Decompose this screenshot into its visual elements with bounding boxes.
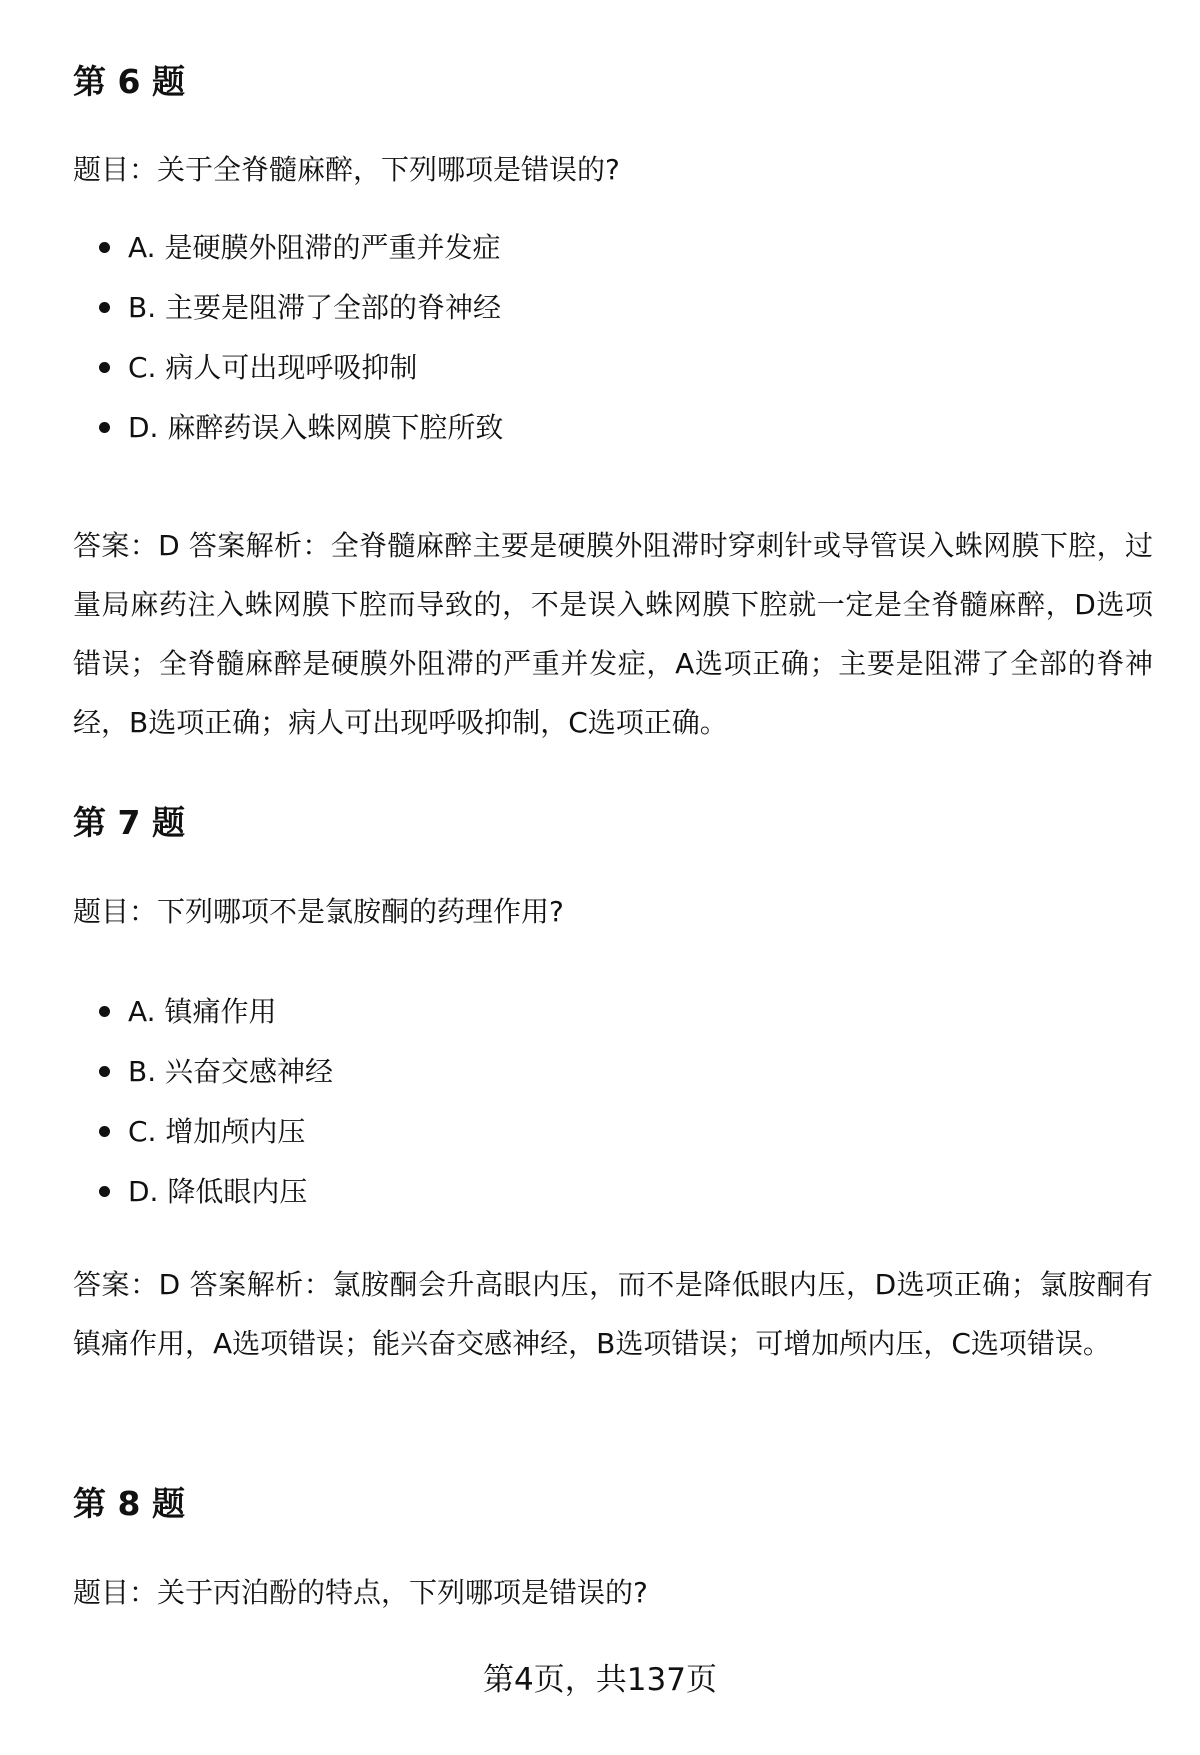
question-7-option-d [95, 1162, 333, 1222]
question-8-stem: 题目：关于丙泊酚的特点，下列哪项是错误的? [73, 1576, 648, 1609]
option-label: A. 是硬膜外阻滞的严重并发症 [128, 231, 501, 264]
option-label: C. 病人可出现呼吸抑制 [128, 351, 418, 384]
question-6-answer: 答案：D 答案解析：全脊髓麻醉主要是硬膜外阻滞时穿刺针或导管误入蛛网膜下腔，过量局麻药注入蛛网膜下腔而导致的，不是误入蛛网膜下腔就一定是全脊髓麻醉，D选项错误；全脊髓麻醉是硬膜外阻滞的严重并发症，A选项正确；主要是阻滞了全部的脊神经，B选项正确；病人可出现呼吸抑制，C选项正确。 [73, 529, 1153, 739]
option-label: D. 降低眼内压 [128, 1175, 308, 1208]
question-8-title: 第 8 题 [73, 1484, 185, 1523]
question-6-option-a [95, 218, 503, 278]
bullet-icon [99, 242, 110, 253]
question-7-option-a [95, 982, 333, 1042]
question-6-stem: 题目：关于全脊髓麻醉，下列哪项是错误的? [73, 153, 620, 186]
bullet-icon [99, 1186, 110, 1197]
bullet-icon [99, 302, 110, 313]
option-label: B. 主要是阻滞了全部的脊神经 [128, 291, 502, 324]
option-label: B. 兴奋交感神经 [128, 1055, 334, 1088]
bullet-icon [99, 1126, 110, 1137]
question-6-options [95, 218, 503, 458]
question-6-option-d [95, 398, 503, 458]
question-7-title: 第 7 题 [73, 803, 185, 842]
bullet-icon [99, 1066, 110, 1077]
question-7-answer: 答案：D 答案解析：氯胺酮会升高眼内压，而不是降低眼内压，D选项正确；氯胺酮有镇痛作用，A选项错误；能兴奋交感神经，B选项错误；可增加颅内压，C选项错误。 [73, 1268, 1153, 1360]
bullet-icon [99, 422, 110, 433]
page-number-footer: 第4页，共137页 [483, 1662, 717, 1698]
question-7-stem: 题目：下列哪项不是氯胺酮的药理作用? [73, 895, 564, 928]
question-7-options [95, 982, 333, 1222]
question-7-option-b [95, 1042, 333, 1102]
question-6-title: 第 6 题 [73, 62, 185, 101]
question-6-option-b [95, 278, 503, 338]
bullet-icon [99, 362, 110, 373]
option-label: A. 镇痛作用 [128, 995, 277, 1028]
option-label: D. 麻醉药误入蛛网膜下腔所致 [128, 411, 504, 444]
question-7-option-c [95, 1102, 333, 1162]
option-label: C. 增加颅内压 [128, 1115, 306, 1148]
bullet-icon [99, 1006, 110, 1017]
question-6-option-c [95, 338, 503, 398]
